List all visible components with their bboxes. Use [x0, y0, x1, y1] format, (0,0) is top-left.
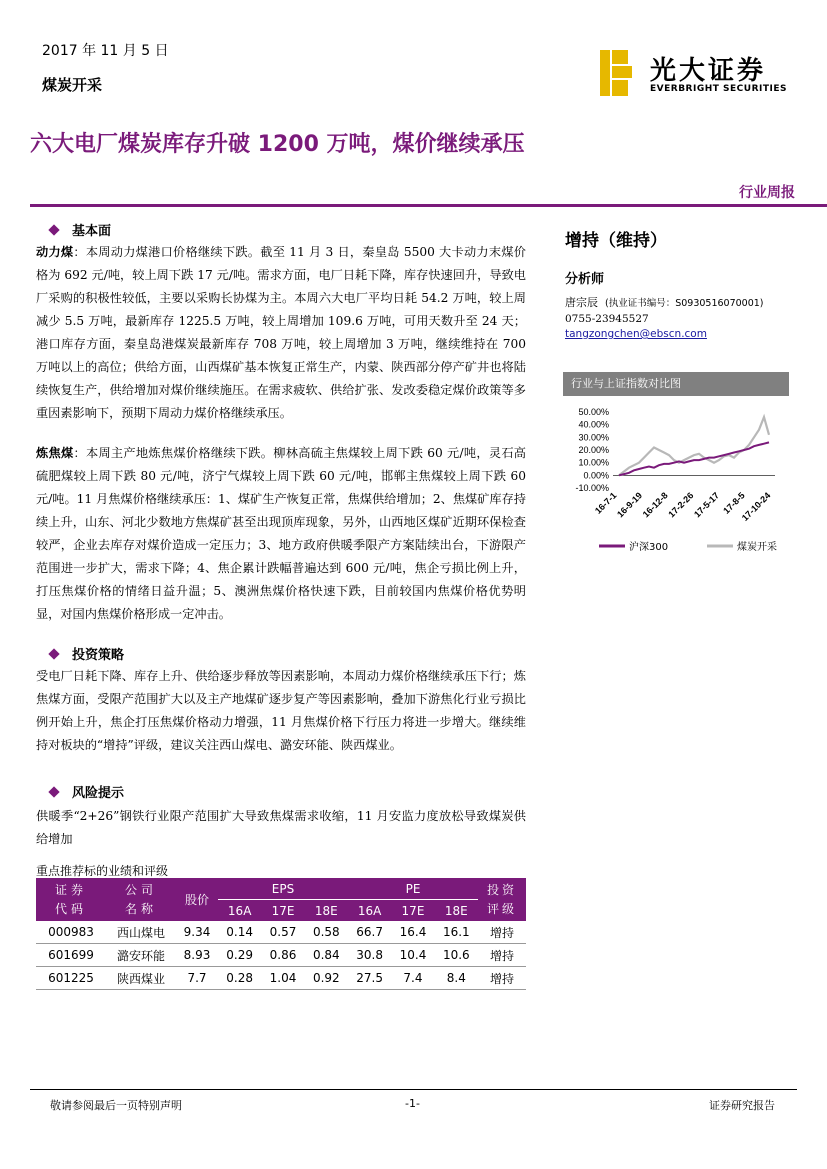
header-rating: 投资评级	[478, 878, 526, 921]
header-pe-16a: 16A	[348, 900, 391, 922]
y-tick-label: 40.00%	[578, 419, 609, 430]
top-divider	[30, 204, 827, 207]
section-heading-risk: 风险提示	[50, 782, 124, 801]
header-pe-17e: 17E	[391, 900, 434, 922]
page-number: -1-	[405, 1097, 420, 1110]
x-tick-label: 17-5-17	[692, 490, 722, 520]
analyst-heading: 分析师	[565, 272, 605, 287]
diamond-bullet-icon	[48, 224, 59, 235]
analyst-email-link[interactable]: tangzongchen@ebscn.com	[565, 328, 707, 340]
paragraph-strategy: 受电厂日耗下降、库存上升、供给逐步释放等因素影响，本周动力煤价格继续承压下行；炼焦煤方面，受限产范围扩大以及主产地煤矿逐步复产等因素影响，叠加下游焦化行业亏损比例开始上升，焦企打压焦煤价格动力增强，11 月焦煤价格下行压力将进一步增大。继续维持对板块的“增持”评级，建议关注西山煤电、潞安环能、陕西煤业。	[36, 669, 526, 752]
paragraph-coking-coal: 炼焦煤：本周主产地炼焦煤价格继续下跌。柳林高硫主焦煤较上周下跌 60 元/吨，灵石高硫肥煤较上周下跌 80 元/吨，济宁气煤较上周下跌 60 元/吨，邯郸主焦煤较上周下跌 60 元/吨。11 月焦煤价格继续承压：1、煤矿生产恢复正常，焦煤供给增加；2、焦煤矿库存持续上升，山东、河北少数地方焦煤矿甚至出现顶库现象，另外，山西地区煤矿近期环保检查较严，企业去库存对煤价造成一定压力；3、地方政府供暖季限产方案陆续出台，下游限产范围进一步扩大，需求下降；4、焦企累计跌幅普遍达到 600 元/吨，焦企亏损比例上升，打压焦煤价格的情绪日益升温；5、澳洲焦煤价格快速下跌，目前较国内焦煤价格优势明显，对国内焦煤价格形成一定冲击。	[36, 446, 526, 621]
table-row: 601225 陕西煤业 7.7 0.28 1.04 0.92 27.5 7.4 8.4 增持	[36, 967, 526, 990]
legend-label: 沪深300	[629, 542, 669, 553]
table-row: 601699 潞安环能 8.93 0.29 0.86 0.84 30.8 10.4 10.6 增持	[36, 944, 526, 967]
x-tick-label: 16-9-19	[615, 490, 645, 520]
header-price: 股价	[176, 878, 218, 921]
y-tick-label: 30.00%	[578, 432, 609, 443]
diamond-bullet-icon	[48, 648, 59, 659]
analyst-info	[565, 294, 764, 310]
series-line	[619, 417, 769, 475]
bottom-divider	[30, 1089, 797, 1090]
report-type: 行业周报	[739, 185, 795, 201]
comparison-chart	[563, 396, 789, 562]
x-tick-label: 16-7-1	[592, 490, 619, 516]
report-title: 六大电厂煤炭库存升破 1200 万吨，煤价继续承压	[30, 132, 525, 157]
header-eps-16a: 16A	[218, 900, 261, 922]
everbright-logo-icon	[598, 48, 648, 98]
table-row: 000983 西山煤电 9.34 0.14 0.57 0.58 66.7 16.4 16.1 增持	[36, 921, 526, 944]
report-date: 2017 年 11 月 5 日	[42, 43, 169, 59]
header-eps-17e: 17E	[261, 900, 304, 922]
header-code: 证券代码	[36, 878, 106, 921]
diamond-bullet-icon	[48, 786, 59, 797]
y-tick-label: 20.00%	[578, 445, 609, 455]
analyst-phone: 0755-23945527	[565, 313, 649, 325]
recommendation-table	[36, 878, 526, 990]
footer-report-label: 证券研究报告	[709, 1099, 775, 1112]
paragraph-lead: 动力煤	[36, 245, 74, 259]
y-tick-label: -10.00%	[575, 483, 609, 493]
rating-label: 增持（维持）	[565, 231, 667, 251]
chart-title: 行业与上证指数对比图	[563, 372, 789, 396]
logo-subtext: EVERBRIGHT SECURITIES	[650, 84, 787, 94]
header-pe-18e: 18E	[435, 900, 478, 922]
footer-disclaimer: 敬请参阅最后一页特别声明	[50, 1099, 182, 1112]
y-tick-label: 0.00%	[583, 470, 609, 481]
x-tick-label: 16-12-8	[640, 490, 670, 520]
x-tick-label: 17-8-5	[721, 490, 747, 516]
section-heading-strategy: 投资策略	[50, 644, 124, 663]
legend-label: 煤炭开采	[737, 542, 777, 553]
paragraph-lead: 炼焦煤	[36, 446, 74, 460]
y-tick-label: 10.00%	[578, 457, 609, 468]
x-tick-label: 17-10-24	[739, 490, 773, 523]
header-eps-18e: 18E	[305, 900, 348, 922]
analyst-cert: (执业证书编号：S0930516070001)	[605, 298, 764, 309]
analyst-name: 唐宗辰	[565, 296, 598, 309]
sector-name: 煤炭开采	[42, 76, 103, 94]
header-pe: PE	[348, 878, 478, 900]
y-tick-label: 50.00%	[578, 407, 609, 417]
section-heading-basics: 基本面	[50, 220, 111, 239]
header-name: 公司名称	[106, 878, 176, 921]
paragraph-thermal-coal: 动力煤：本周动力煤港口价格继续下跌。截至 11 月 3 日，秦皇岛 5500 大卡动力末煤价格为 692 元/吨，较上周下跌 17 元/吨。需求方面，电厂日耗下降，库存快速回升，导致电厂采购的积极性较低，主要以采购长协煤为主。本周六大电厂平均日耗 54.2 万吨，较上周减少 5.5 万吨，最新库存 1225.5 万吨，较上周增加 109.6 万吨，可用天数升至 24 天；港口库存方面，秦皇岛港煤炭最新库存 708 万吨，较上周增加 3 万吨，继续维持在 700 万吨以上的高位；供给方面，山西煤矿基本恢复正常生产，内蒙、陕西部分停产矿井也将陆续恢复生产，供给增加对煤价继续施压。在需求疲软、供给扩张、发改委稳定煤价政策等多重因素影响下，预期下周动力煤价格继续承压。	[36, 245, 526, 420]
header-eps: EPS	[218, 878, 348, 900]
table-caption: 重点推荐标的业绩和评级	[36, 864, 169, 878]
paragraph-risk: 供暖季“2+26”钢铁行业限产范围扩大导致焦煤需求收缩，11 月安监力度放松导致煤炭供给增加	[36, 809, 526, 846]
logo-text: 光大证券	[650, 56, 767, 86]
x-tick-label: 17-2-26	[666, 490, 696, 520]
